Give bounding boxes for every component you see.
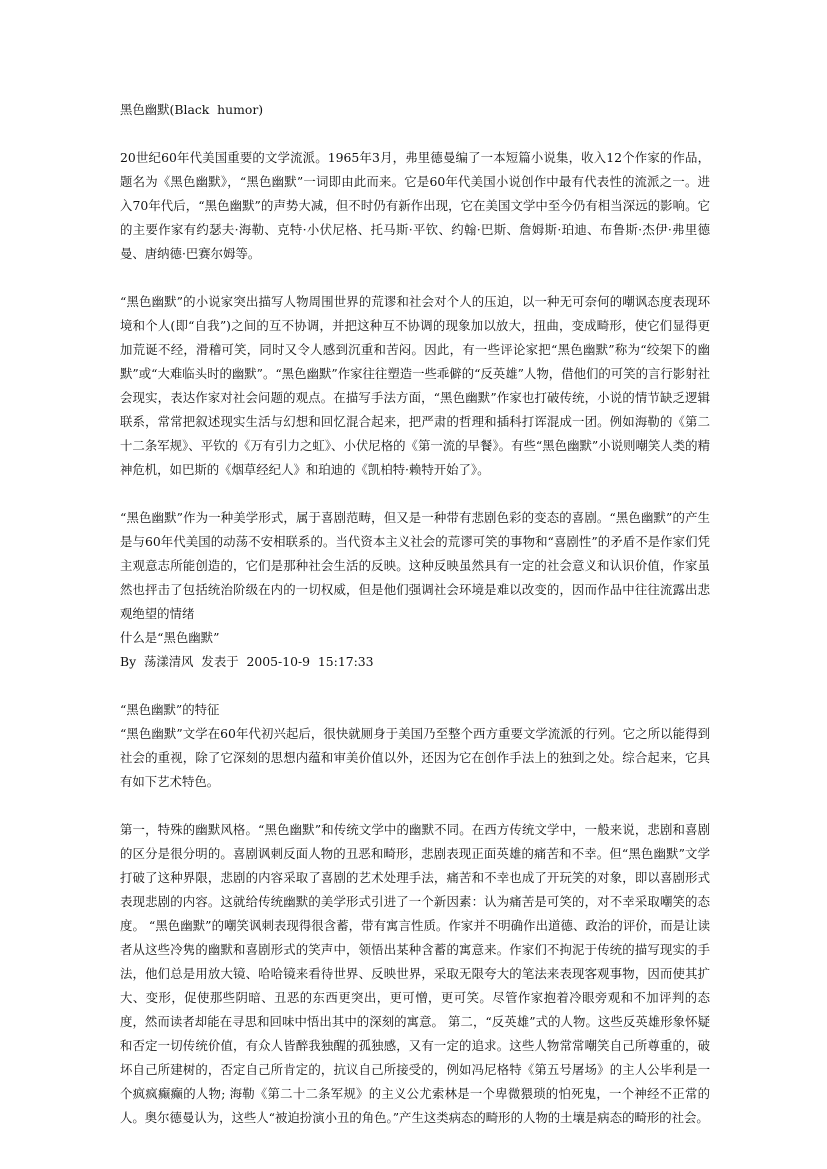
paragraph-2 (120, 290, 710, 482)
paragraph-3-text: “黑色幽默”作为一种美学形式，属于喜剧范畴，但又是一种带有悲剧色彩的变态的喜剧。“黑色幽默”的产生是与60年代美国的动荡不安相联系的。当代资本主义社会的荒谬可笑的事物和“喜剧性”的矛盾不是作家们凭主观意志所能创造的，它们是那种社会生活的反映。这种反映虽然具有一定的社会意义和认识价值，作家虽然也抨击了包括统治阶级在内的一切权威，但是他们强调社会环境是难以改变的，因而作品中往往流露出悲观绝望的情绪 (120, 510, 710, 621)
subtitle: 什么是“黑色幽默” (120, 630, 220, 645)
spacer (120, 122, 710, 146)
spacer (120, 482, 710, 506)
paragraph-5 (120, 818, 710, 1130)
spacer (120, 674, 710, 698)
spacer (120, 794, 710, 818)
section-title: “黑色幽默”的特征 (120, 702, 220, 717)
document-page (120, 98, 710, 1130)
document-title: 黑色幽默(Black humor) (120, 102, 264, 117)
spacer (120, 266, 710, 290)
paragraph-2-text: “黑色幽默”的小说家突出描写人物周围世界的荒谬和社会对个人的压迫，以一种无可奈何的嘲讽态度表现环境和个人(即“自我”)之间的互不协调，并把这种互不协调的现象加以放大，扭曲，变成畸形，使它们显得更加荒诞不经，滑稽可笑，同时又令人感到沉重和苦闷。因此，有一些评论家把“黑色幽默”称为“绞架下的幽默”或“大难临头时的幽默”。“黑色幽默”作家往往塑造一些乖僻的“反英雄”人物，借他们的可笑的言行影射社会现实，表达作家对社会问题的观点。在描写手法方面，“黑色幽默”作家也打破传统，小说的情节缺乏逻辑联系，常常把叙述现实生活与幻想和回忆混合起来，把严肃的哲理和插科打诨混成一团。例如海勒的《第二十二条军规》、平钦的《万有引力之虹》、小伏尼格的《第一流的早餐》。有些“黑色幽默”小说则嘲笑人类的精神危机，如巴斯的《烟草经纪人》和珀迪的《凯柏特·赖特开始了》。 (120, 294, 710, 477)
byline: By 荡漾清风 发表于 2005-10-9 15:17:33 (120, 654, 374, 669)
paragraph-4 (120, 722, 710, 794)
paragraph-4-text: “黑色幽默”文学在60年代初兴起后，很快就厕身于美国乃至整个西方重要文学流派的行列。它之所以能得到社会的重视，除了它深刻的思想内蕴和审美价值以外，还因为它在创作手法上的独到之处。综合起来，它具有如下艺术特色。 (120, 726, 710, 789)
intro-paragraph (120, 146, 710, 266)
paragraph-5-text: 第一，特殊的幽默风格。“黑色幽默”和传统文学中的幽默不同。在西方传统文学中，一般来说，悲剧和喜剧的区分是很分明的。喜剧讽刺反面人物的丑恶和畸形，悲剧表现正面英雄的痛苦和不幸。但“黑色幽默”文学打破了这种界限，悲剧的内容采取了喜剧的艺术处理手法，痛苦和不幸也成了开玩笑的对象，即以喜剧形式表现悲剧的内容。这就给传统幽默的美学形式引进了一个新因素：认为痛苦是可笑的，对不幸采取嘲笑的态度。 “黑色幽默”的嘲笑讽刺表现得很含蓄，带有寓言性质。作家并不明确作出道德、政治的评价，而是让读者从这些冷隽的幽默和喜剧形式的笑声中，领悟出某种含蓄的寓意来。作家们不拘泥于传统的描写现实的手法，他们总是用放大镜、哈哈镜来看待世界、反映世界，采取无限夸大的笔法来表现客观事物，因而使其扩大、变形，促使那些阴暗、丑恶的东西更突出，更可憎，更可笑。尽管作家抱着冷眼旁观和不加评判的态度，然而读者却能在寻思和回味中悟出其中的深刻的寓意。 第二，“反英雄”式的人物。这些反英雄形象怀疑和否定一切传统价值，有众人皆醉我独醒的孤独感，又有一定的追求。这些人物常常嘲笑自己所尊重的，破坏自己所建树的，否定自己所肯定的，抗议自己所接受的，例如冯尼格特《第五号屠场》的主人公毕利是一个疯疯癫癫的人物; 海勒《第二十二条军规》的主义公尤索林是一个卑微猥琐的怕死鬼，一个神经不正常的人。奥尔德曼认为，这些人“被迫扮演小丑的角色。”产生这类病态的畸形的人物的土壤是病态的畸形的社会。 (120, 822, 710, 1125)
paragraph-3 (120, 506, 710, 626)
intro-text: 20世纪60年代美国重要的文学流派。1965年3月，弗里德曼编了一本短篇小说集，收入12个作家的作品，题名为《黑色幽默》，“黑色幽默”一词即由此而来。它是60年代美国小说创作中最有代表性的流派之一。进入70年代后，“黑色幽默”的声势大减，但不时仍有新作出现，它在美国文学中至今仍有相当深远的影响。它的主要作家有约瑟夫·海勒、克特·小伏尼格、托马斯·平钦、约翰·巴斯、詹姆斯·珀迪、布鲁斯·杰伊·弗里德曼、唐纳德·巴赛尔姆等。 (120, 150, 710, 261)
